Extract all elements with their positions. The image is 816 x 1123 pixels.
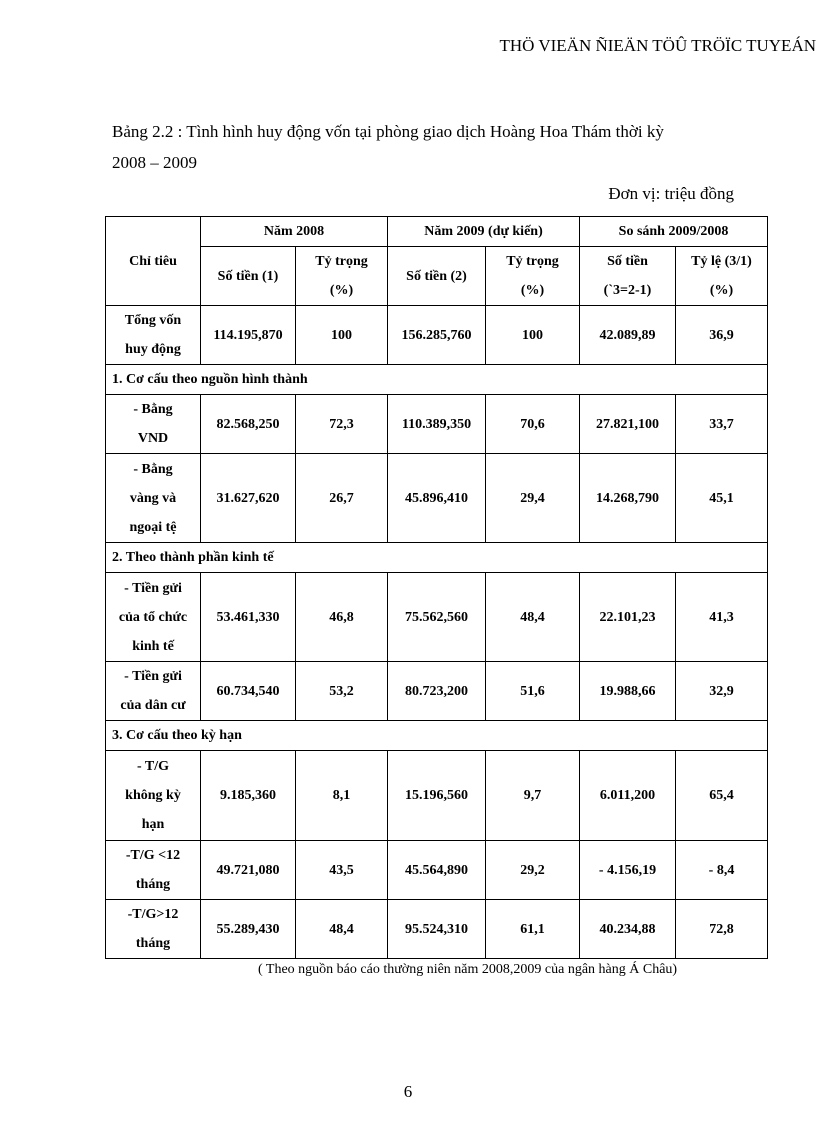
cell-p2008: 8,1 [296,751,388,841]
row-label: -T/G>12 tháng [106,900,201,959]
row-label: - T/G không kỳ hạn [106,751,201,841]
cell-diff: 22.101,23 [580,573,676,662]
table-row [106,395,768,454]
cell-v2008: 60.734,540 [201,662,296,721]
cell-v2008: 9.185,360 [201,751,296,841]
cell-v2008: 49.721,080 [201,841,296,900]
header-row-1 [106,217,768,247]
header-so-tien-1: Số tiền (1) [201,247,296,306]
cell-p2008: 26,7 [296,454,388,543]
source-note: ( Theo nguồn báo cáo thường niên năm 2008,2009 của ngân hàng Á Châu) [258,962,678,977]
cell-v2008: 114.195,870 [201,306,296,365]
section-row [106,721,768,751]
row-label: - Tiền gửi của dân cư [106,662,201,721]
cell-rate: 32,9 [676,662,768,721]
cell-p2008: 48,4 [296,900,388,959]
table-row [106,751,768,841]
header-so-tien-3: Số tiền (`3=2-1) [580,247,676,306]
header-row-2 [106,247,768,306]
header-2008: Năm 2008 [201,217,388,247]
cell-rate: - 8,4 [676,841,768,900]
cell-diff: 40.234,88 [580,900,676,959]
cell-p2008: 100 [296,306,388,365]
cell-p2009: 48,4 [486,573,580,662]
table-row [106,306,768,365]
header-2009: Năm 2009 (dự kiến) [388,217,580,247]
cell-v2009: 15.196,560 [388,751,486,841]
cell-v2009: 80.723,200 [388,662,486,721]
cell-rate: 65,4 [676,751,768,841]
header-ty-trong-2008: Tỷ trọng (%) [296,247,388,306]
cell-p2008: 43,5 [296,841,388,900]
cell-p2009: 9,7 [486,751,580,841]
cell-v2009: 75.562,560 [388,573,486,662]
cell-rate: 33,7 [676,395,768,454]
cell-v2008: 82.568,250 [201,395,296,454]
header-so-tien-2: Số tiền (2) [388,247,486,306]
cell-p2008: 46,8 [296,573,388,662]
cell-v2009: 156.285,760 [388,306,486,365]
cell-diff: 27.821,100 [580,395,676,454]
header-compare: So sánh 2009/2008 [580,217,768,247]
cell-v2008: 31.627,620 [201,454,296,543]
cell-diff: 6.011,200 [580,751,676,841]
cell-v2008: 55.289,430 [201,900,296,959]
cell-diff: - 4.156,19 [580,841,676,900]
table-row [106,454,768,543]
cell-v2008: 53.461,330 [201,573,296,662]
cell-p2009: 61,1 [486,900,580,959]
cell-rate: 45,1 [676,454,768,543]
cell-diff: 42.089,89 [580,306,676,365]
cell-diff: 19.988,66 [580,662,676,721]
header-chi-tieu: Chỉ tiêu [106,217,201,306]
funding-table [105,216,768,959]
section-row [106,365,768,395]
table-row [106,662,768,721]
row-label: Tổng vốn huy động [106,306,201,365]
cell-p2009: 51,6 [486,662,580,721]
cell-p2008: 72,3 [296,395,388,454]
cell-v2009: 95.524,310 [388,900,486,959]
table-row [106,841,768,900]
cell-v2009: 45.564,890 [388,841,486,900]
section-3-title: 3. Cơ cấu theo kỳ hạn [106,721,768,751]
cell-v2009: 45.896,410 [388,454,486,543]
section-2-title: 2. Theo thành phần kinh tế [106,543,768,573]
cell-p2009: 70,6 [486,395,580,454]
section-row [106,543,768,573]
cell-rate: 41,3 [676,573,768,662]
caption-line-1: Bảng 2.2 : Tình hình huy động vốn tại phòng giao dịch Hoàng Hoa Thám thời kỳ [112,122,664,141]
header-ty-le: Tỷ lệ (3/1) (%) [676,247,768,306]
cell-v2009: 110.389,350 [388,395,486,454]
header-ty-trong-2009: Tỷ trọng (%) [486,247,580,306]
row-label: - Bằng vàng và ngoại tệ [106,454,201,543]
table-row [106,573,768,662]
cell-p2009: 29,2 [486,841,580,900]
caption-line-2: 2008 – 2009 [112,153,197,172]
row-label: - Bằng VND [106,395,201,454]
cell-rate: 72,8 [676,900,768,959]
row-label: -T/G <12 tháng [106,841,201,900]
running-header: THÖ VIEÄN ÑIEÄN TÖÛ TRÖÏC TUYEÁN [499,36,816,55]
section-1-title: 1. Cơ cấu theo nguồn hình thành [106,365,768,395]
cell-rate: 36,9 [676,306,768,365]
table-caption [112,116,752,178]
page-number: 6 [403,1082,413,1101]
cell-p2008: 53,2 [296,662,388,721]
cell-p2009: 29,4 [486,454,580,543]
unit-label: Đơn vị: triệu đồng [608,184,734,203]
table-row [106,900,768,959]
cell-diff: 14.268,790 [580,454,676,543]
row-label: - Tiền gửi của tổ chức kinh tế [106,573,201,662]
cell-p2009: 100 [486,306,580,365]
